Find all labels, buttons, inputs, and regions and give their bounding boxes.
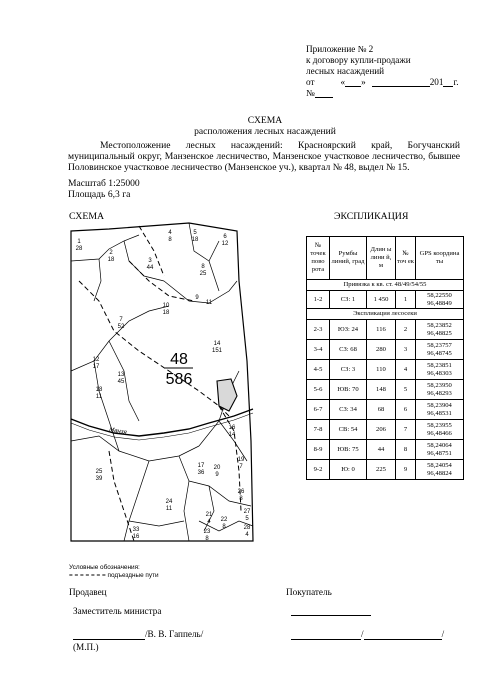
seller-signature-blank	[73, 630, 145, 640]
legend-roads: = = = = = = = подъездные пути	[69, 572, 159, 579]
appendix-quote-open: «	[340, 77, 346, 87]
appendix-line-3: лесных насаждений	[306, 66, 385, 76]
map-label-18-top: 18	[95, 387, 103, 393]
appendix-year: 201	[429, 77, 444, 87]
map-label-21-top: 21	[205, 512, 213, 518]
forest-map	[69, 221, 254, 544]
map-label-2-bottom: 18	[107, 257, 115, 263]
map-label-4-bottom: 8	[168, 237, 172, 243]
area-text: Площадь 6,3 га	[68, 189, 131, 200]
legend	[69, 564, 159, 580]
map-label-20-bottom: 9	[215, 472, 219, 478]
map-label-22-top: 22	[220, 517, 228, 523]
col-header-length: Длин ы лини й, м	[367, 237, 396, 280]
map-label-27-top: 27	[243, 509, 251, 515]
month-blank	[372, 77, 430, 87]
map-label-16-top: 16	[228, 425, 236, 431]
map-label-33-top: 33	[132, 527, 140, 533]
map-label-8-top: 8	[201, 264, 205, 270]
buyer-name-blank	[364, 630, 442, 640]
map-label-28-top: 28	[243, 525, 251, 531]
day-blank	[345, 77, 361, 87]
document-title: СХЕМА	[247, 115, 283, 126]
table-row: 2-3 ЮЗ: 24 116 2 58,23852 96,48825	[307, 320, 464, 340]
map-label-4-top: 4	[168, 230, 172, 236]
col-header-point-no: № точ ек	[396, 237, 416, 280]
buyer-slash-2: /	[441, 629, 445, 639]
map-label-11: 11	[205, 300, 213, 306]
map-label-22-bottom: 8	[222, 524, 226, 530]
col-header-points: № точек пово рота	[307, 237, 330, 280]
section-explication: Экспликация лесосеки	[307, 309, 464, 320]
appendix-number-line	[306, 88, 476, 99]
buyer-name-line	[291, 629, 444, 640]
map-label-7-bottom: 52	[117, 324, 125, 330]
seller-signature-line	[73, 629, 203, 640]
map-label-9: 9	[195, 295, 199, 301]
table-row: 5-6 ЮВ: 70 148 5 58,23950 96,48293	[307, 380, 464, 400]
map-label-19-bottom: 7	[239, 464, 243, 470]
map-label-7-top: 7	[119, 317, 123, 323]
appendix-line-1: Приложение № 2	[306, 44, 374, 54]
col-header-rumbs: Румбы линий, град	[330, 237, 367, 280]
map-label-17-top: 17	[197, 463, 205, 469]
explication-table	[306, 236, 464, 480]
number-blank	[315, 88, 333, 98]
map-label-5-top: 5	[193, 230, 197, 236]
location-text: Местоположение лесных насаждений: Красноярский край, Богучанский муниципальный округ, Манзенское лесничество, Манзенское участковое лесничество, бывшее Половинское участковое лесничество (Манзенское уч.), квартал № 48, выдел № 15.	[68, 140, 460, 173]
map-label-25-bottom: 39	[95, 476, 103, 482]
map-label-5-bottom: 18	[191, 237, 199, 243]
map-label-24-bottom: 11	[165, 506, 173, 512]
appendix-quote-close: »	[361, 77, 366, 87]
map-label-23-bottom: 8	[205, 536, 209, 542]
map-label-18-bottom: 11	[95, 394, 103, 400]
map-label-6-bottom: 12	[221, 241, 229, 247]
map-label-21-bottom: 4	[207, 519, 211, 525]
map-label-3-top: 3	[148, 258, 152, 264]
map-label-26-bottom: 8	[239, 496, 243, 502]
explication-heading: ЭКСПЛИКАЦИЯ	[334, 211, 409, 222]
map-label-16-bottom: 14	[228, 432, 236, 438]
map-label-17-bottom: 36	[197, 470, 205, 476]
document-subtitle: расположения лесных насаждений	[194, 126, 336, 137]
appendix-line-2: к договору купли-продажи	[306, 55, 411, 65]
map-label-12-bottom: 17	[92, 364, 100, 370]
scale-text: Масштаб 1:25000	[68, 178, 140, 189]
map-label-28-bottom: 4	[245, 532, 249, 538]
map-label-2-top: 2	[109, 250, 113, 256]
main-quarter-area: 586	[165, 371, 193, 388]
map-label-23-top: 23	[203, 529, 211, 535]
map-label-14-top: 14	[213, 341, 221, 347]
buyer-signature-line	[291, 605, 371, 616]
map-label-1-top: 1	[77, 239, 81, 245]
map-label-27-bottom: 5	[245, 516, 249, 522]
location-paragraph	[68, 140, 460, 173]
appendix-block	[306, 44, 476, 99]
map-label-10-bottom: 18	[162, 310, 170, 316]
table-row: 3-4 СЗ: 68 280 3 58,23757 96,48745	[307, 340, 464, 360]
col-header-gps: GPS координа ты	[416, 237, 464, 280]
map-label-25-top: 25	[95, 469, 103, 475]
table-row: 9-2 Ю: 0 225 9 58,24054 96,48824	[307, 460, 464, 480]
river-label: Манзя	[108, 427, 128, 437]
map-label-8-bottom: 25	[199, 271, 207, 277]
main-quarter-number: 48	[170, 351, 188, 368]
map-label-10-top: 10	[162, 303, 170, 309]
appendix-from: от	[306, 77, 315, 87]
map-label-3-bottom: 44	[146, 265, 154, 271]
map-label-13-bottom: 45	[117, 379, 125, 385]
appendix-date-line	[306, 77, 476, 88]
seller-label: Продавец	[69, 587, 107, 597]
map-label-6-top: 6	[223, 234, 227, 240]
map-label-33-bottom: 16	[132, 534, 140, 540]
table-row: 8-9 ЮВ: 75 44 8 58,24064 96,48751	[307, 440, 464, 460]
seller-name: /В. В. Гаппель/	[145, 629, 204, 639]
map-label-19-top: 19	[237, 457, 245, 463]
buyer-label: Покупатель	[286, 587, 332, 597]
map-label-14-bottom: 151	[211, 348, 223, 354]
stamp-place: (М.П.)	[73, 642, 99, 652]
buyer-signature-blank	[291, 630, 361, 640]
map-label-12-top: 12	[92, 357, 100, 363]
map-label-13-top: 13	[117, 372, 125, 378]
year-blank	[443, 77, 453, 87]
table-row: 1-2 СЗ: 1 1 450 1 58,22550 96,48849	[307, 291, 464, 309]
map-label-24-top: 24	[165, 499, 173, 505]
appendix-num: №	[306, 88, 315, 98]
table-row: 7-8 СВ: 54 206 7 58,23955 96,48466	[307, 420, 464, 440]
appendix-g: г.	[453, 77, 459, 87]
legend-title: Условные обозначения:	[69, 564, 140, 571]
table-row: 4-5 СЗ: 3 110 4 58,23851 96,48303	[307, 360, 464, 380]
buyer-slash-1: /	[361, 629, 364, 639]
schema-heading: СХЕМА	[69, 211, 105, 222]
deputy-label: Заместитель министра	[73, 606, 162, 616]
map-label-20-top: 20	[213, 465, 221, 471]
map-label-26-top: 26	[237, 489, 245, 495]
map-label-1-bottom: 28	[75, 246, 83, 252]
section-binding: Привязка к кв. ст. 48/49/54/55	[307, 280, 464, 291]
table-row: 6-7 СЗ: 34 68 6 58,23904 96,48531	[307, 400, 464, 420]
